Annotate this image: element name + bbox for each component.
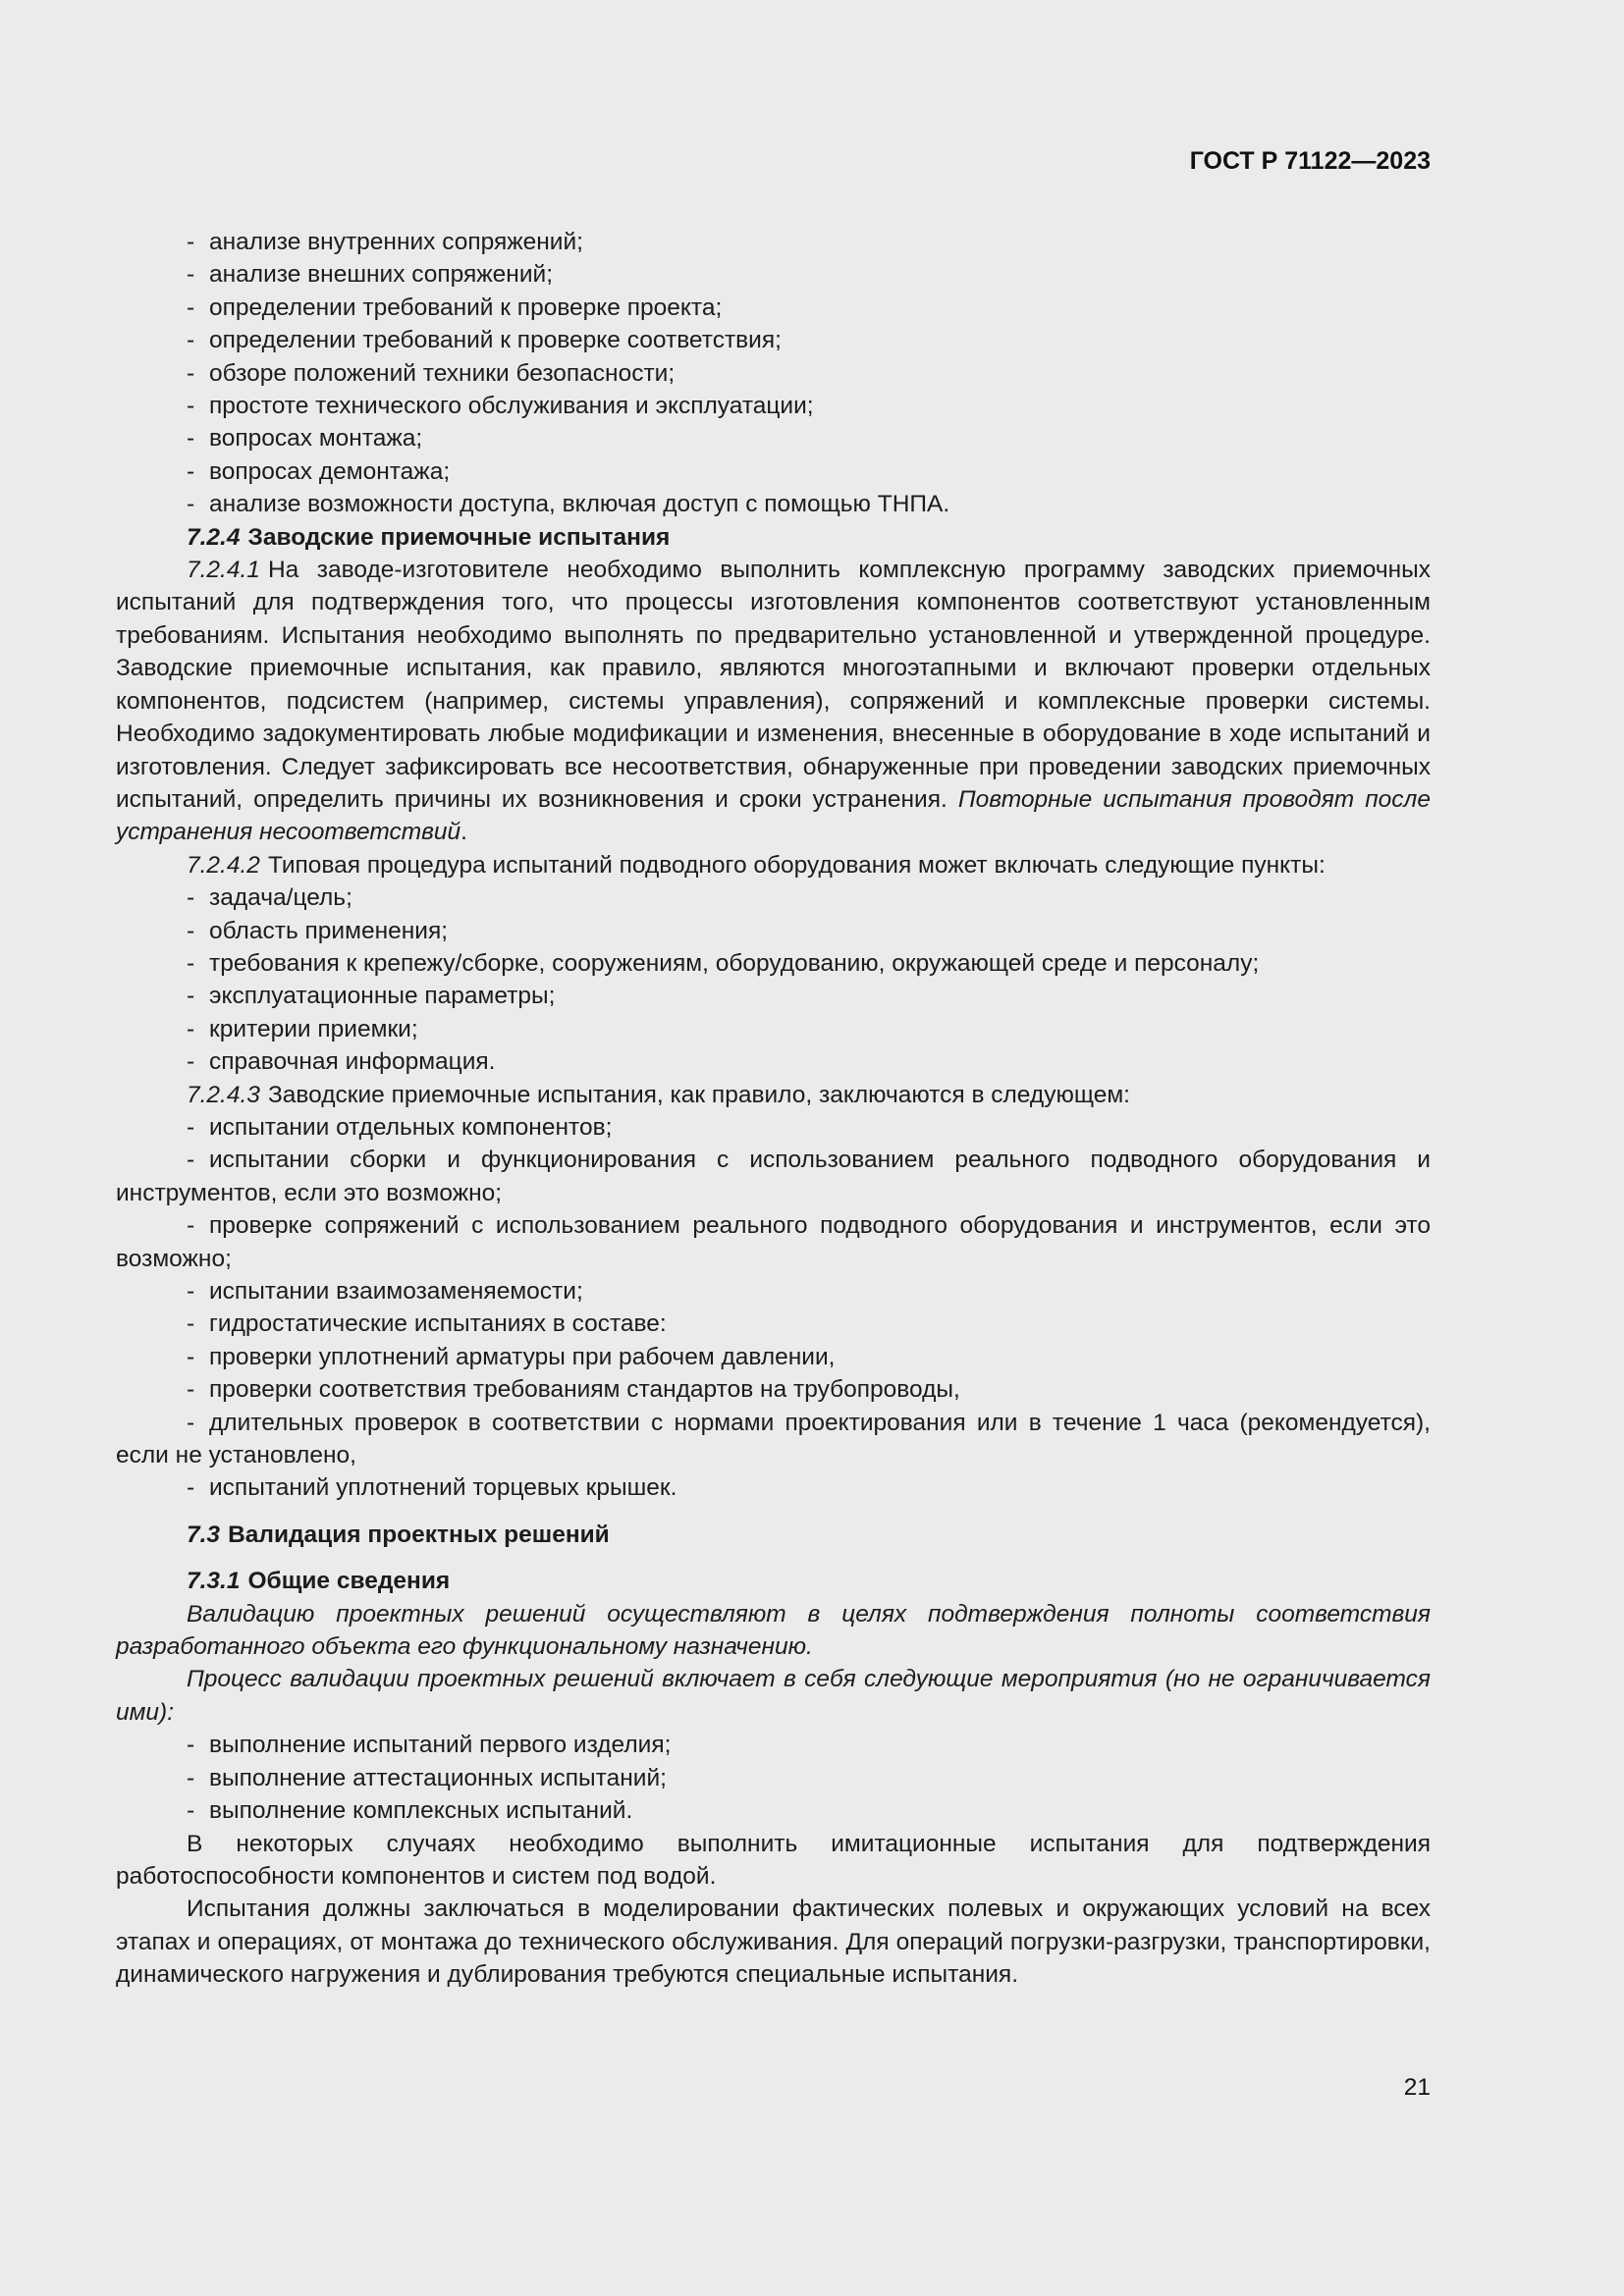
section-number: 7.2.4 bbox=[187, 523, 241, 551]
section-title: Заводские приемочные испытания bbox=[247, 523, 671, 551]
list-item: - выполнение аттестационных испытаний; bbox=[187, 1764, 667, 1791]
list-item: - проверки соответствия требованиям стандартов на трубопроводы, bbox=[187, 1376, 960, 1404]
list-item: - эксплуатационные параметры; bbox=[187, 983, 556, 1010]
list-item: - испытании взаимозаменяемости; bbox=[187, 1278, 583, 1305]
list-item-text: проверки соответствия требованиям стандартов на трубопроводы, bbox=[209, 1376, 960, 1404]
list-item: - определении требований к проверке соответствия; bbox=[187, 327, 782, 354]
document-code: ГОСТ Р 71122—2023 bbox=[1189, 147, 1431, 175]
paragraph-italic: Валидацию проектных решений осуществляют в целях подтверждения полноты соответствия разработанного объекта его функциональному назначению. bbox=[116, 1600, 1431, 1661]
section-number: 7.3 bbox=[187, 1521, 221, 1548]
list-item-text: вопросах монтажа; bbox=[209, 425, 423, 453]
section-title: Общие сведения bbox=[247, 1568, 451, 1595]
list-item: - гидростатические испытаниях в составе: bbox=[187, 1310, 667, 1338]
list-item: - испытании сборки и функционирования с использованием реального подводного оборудования и инструментов, если это возможно; bbox=[116, 1147, 1431, 1206]
clause-number: 7.2.4.1 bbox=[187, 557, 260, 584]
list-item-text: выполнение аттестационных испытаний; bbox=[209, 1764, 667, 1791]
clause-number: 7.2.4.3 bbox=[187, 1081, 260, 1108]
list-item: - требования к крепежу/сборке, сооружениям, оборудованию, окружающей среде и персоналу; bbox=[187, 949, 1260, 977]
list-item-text: проверки уплотнений арматуры при рабочем давлении, bbox=[209, 1343, 836, 1370]
list-item-text: определении требований к проверке проекта; bbox=[209, 294, 723, 321]
paragraph-text: На заводе-изготовителе необходимо выполнить комплексную программу заводских приемочных испытаний для подтверждения того, что процессы изготовления компонентов соответствуют установленным требованиям. Испытания необходимо выполнять по предварительно установленной и утвержденной процедуре. Заводские приемочные испытания, как правило, являются многоэтапными и включают проверки отдельных компонентов, подсистем (например, системы управления), сопряжений и комплексные проверки системы. Необходимо задокументировать любые модификации и изменения, внесенные в оборудование в ходе испытаний и изготовления. Следует зафиксировать все несоответствия, обнаруженные при проведении заводских приемочных испытаний, определить причины их возникновения и сроки устранения. bbox=[116, 557, 1431, 813]
list-item-text: анализе внешних сопряжений; bbox=[209, 261, 554, 289]
section-heading-7-3-1 bbox=[116, 1565, 1431, 1597]
list-item-text: выполнение комплексных испытаний. bbox=[209, 1797, 633, 1825]
list-item: - обзоре положений техники безопасности; bbox=[187, 359, 676, 387]
paragraph: Испытания должны заключаться в моделировании фактических полевых и окружающих условий на всех этапах и операциях, от монтажа до технического обслуживания. Для операций погрузки-разгрузки, транспортировки, динамического нагружения и дублирования требуются специальные испытания. bbox=[116, 1896, 1431, 1989]
list-item-text: гидростатические испытаниях в составе: bbox=[209, 1310, 667, 1338]
list-item-text: определении требований к проверке соответствия; bbox=[209, 327, 782, 354]
list-item: - справочная информация. bbox=[187, 1048, 496, 1076]
paragraph-7-2-4-2 bbox=[116, 849, 1431, 881]
list-item-text: длительных проверок в соответствии с нормами проектирования или в течение 1 часа (рекомендуется), если не установлено, bbox=[116, 1409, 1431, 1469]
list-item-text: простоте технического обслуживания и эксплуатации; bbox=[209, 393, 814, 420]
list-item: - испытаний уплотнений торцевых крышек. bbox=[187, 1474, 677, 1502]
list-item: - проверке сопряжений с использованием реального подводного оборудования и инструментов, если это возможно; bbox=[116, 1212, 1431, 1272]
list-item: - область применения; bbox=[187, 917, 449, 944]
list-item: - анализе внешних сопряжений; bbox=[187, 261, 554, 289]
list-item: - выполнение испытаний первого изделия; bbox=[187, 1732, 672, 1759]
list-item-text: испытании взаимозаменяемости; bbox=[209, 1278, 583, 1305]
list-item-text: испытании сборки и функционирования с использованием реального подводного оборудования и инструментов, если это возможно; bbox=[116, 1147, 1431, 1206]
list-item: - проверки уплотнений арматуры при рабочем давлении, bbox=[187, 1343, 836, 1370]
list-item-text: требования к крепежу/сборке, сооружениям, оборудованию, окружающей среде и персоналу; bbox=[209, 949, 1260, 977]
paragraph-text: Заводские приемочные испытания, как правило, заключаются в следующем: bbox=[267, 1081, 1130, 1108]
list-item-text: справочная информация. bbox=[209, 1048, 496, 1076]
clause-number: 7.2.4.2 bbox=[187, 851, 260, 879]
list-item-text: выполнение испытаний первого изделия; bbox=[209, 1732, 672, 1759]
paragraph-7-2-4-1 bbox=[116, 554, 1431, 849]
list-item: - задача/цель; bbox=[187, 884, 352, 912]
list-item-text: критерии приемки; bbox=[209, 1015, 418, 1042]
paragraph-italic-text: Повторные испытания проводят после устранения несоответствий bbox=[116, 785, 1432, 846]
section-title: Валидация проектных решений bbox=[228, 1521, 610, 1548]
list-item-text: вопросах демонтажа; bbox=[209, 457, 451, 485]
list-item: - простоте технического обслуживания и эксплуатации; bbox=[187, 393, 814, 420]
list-item: - критерии приемки; bbox=[187, 1015, 418, 1042]
section-heading-7-3 bbox=[116, 1519, 1431, 1551]
list-item: - длительных проверок в соответствии с нормами проектирования или в течение 1 часа (рекомендуется), если не установлено, bbox=[116, 1409, 1431, 1469]
section-heading-7-2-4 bbox=[116, 521, 1431, 554]
paragraph-7-2-4-3 bbox=[116, 1079, 1431, 1111]
paragraph-end: . bbox=[460, 819, 467, 846]
list-item: - анализе внутренних сопряжений; bbox=[187, 229, 583, 255]
list-item-text: анализе внутренних сопряжений; bbox=[209, 229, 583, 255]
list-item-text: эксплуатационные параметры; bbox=[209, 983, 556, 1010]
list-item-text: область применения; bbox=[209, 917, 449, 944]
list-item: - вопросах демонтажа; bbox=[187, 457, 451, 485]
list-item: - анализе возможности доступа, включая доступ с помощью ТНПА. bbox=[187, 491, 950, 518]
section-number: 7.3.1 bbox=[187, 1568, 241, 1595]
list-item: - вопросах монтажа; bbox=[187, 425, 423, 453]
list-item-text: испытаний уплотнений торцевых крышек. bbox=[209, 1474, 677, 1502]
list-item: - испытании отдельных компонентов; bbox=[187, 1113, 613, 1141]
list-item-text: анализе возможности доступа, включая доступ с помощью ТНПА. bbox=[209, 491, 950, 518]
paragraph: В некоторых случаях необходимо выполнить имитационные испытания для подтверждения работоспособности компонентов и систем под водой. bbox=[116, 1830, 1431, 1890]
list-item: - определении требований к проверке проекта; bbox=[187, 294, 723, 321]
list-item-text: проверке сопряжений с использованием реального подводного оборудования и инструментов, если это возможно; bbox=[116, 1212, 1431, 1272]
list-item-text: испытании отдельных компонентов; bbox=[209, 1113, 613, 1141]
paragraph-italic: Процесс валидации проектных решений включает в себя следующие мероприятия (но не ограничивается ими): bbox=[116, 1666, 1431, 1726]
list-item-text: обзоре положений техники безопасности; bbox=[209, 359, 676, 387]
list-item-text: задача/цель; bbox=[209, 884, 352, 912]
page-number: 21 bbox=[1403, 2074, 1431, 2101]
paragraph-text: Типовая процедура испытаний подводного оборудования может включать следующие пункты: bbox=[267, 851, 1326, 879]
page-content bbox=[116, 226, 1431, 1992]
list-item: - выполнение комплексных испытаний. bbox=[187, 1797, 633, 1825]
